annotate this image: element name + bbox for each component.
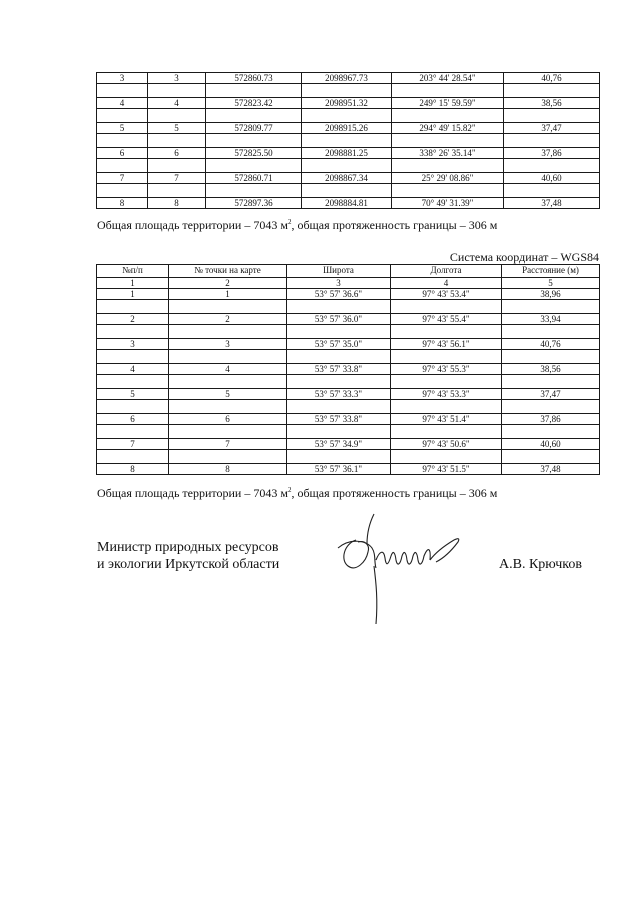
cell-distance: 33,94 — [502, 314, 600, 325]
table-spacer-row — [97, 400, 600, 414]
table-spacer-row — [97, 425, 600, 439]
empty-cell — [392, 134, 504, 148]
empty-cell — [287, 300, 391, 314]
cell-latitude: 53° 57' 36.6" — [287, 289, 391, 300]
empty-cell — [287, 425, 391, 439]
empty-cell — [504, 184, 600, 198]
cell-point: 1 — [169, 289, 287, 300]
cell-bearing: 70° 49' 31.39" — [392, 198, 504, 209]
cell-number: 2 — [97, 314, 169, 325]
cell-x: 572825.50 — [206, 148, 302, 159]
cell-distance: 37,47 — [504, 123, 600, 134]
empty-cell — [148, 84, 206, 98]
cell-longitude: 97° 43' 50.6" — [391, 439, 502, 450]
cell-point: 8 — [169, 464, 287, 475]
table-row — [97, 389, 600, 400]
cell-point: 8 — [148, 198, 206, 209]
empty-cell — [97, 375, 169, 389]
empty-cell — [206, 134, 302, 148]
table-spacer-row — [97, 109, 600, 123]
column-header: №п/п — [97, 265, 169, 278]
empty-cell — [391, 325, 502, 339]
table-row — [97, 289, 600, 300]
table-row — [97, 314, 600, 325]
empty-cell — [391, 350, 502, 364]
summary-suffix: , общая протяженность границы – 306 м — [291, 486, 498, 500]
empty-cell — [97, 325, 169, 339]
empty-cell — [97, 84, 148, 98]
cell-latitude: 53° 57' 33.8" — [287, 414, 391, 425]
column-number: 2 — [169, 278, 287, 289]
empty-cell — [206, 109, 302, 123]
empty-cell — [391, 375, 502, 389]
cell-number: 8 — [97, 464, 169, 475]
coordinates-table-msk — [96, 72, 600, 209]
cell-longitude: 97° 43' 51.5" — [391, 464, 502, 475]
cell-distance: 37,86 — [504, 148, 600, 159]
table-spacer-row — [97, 159, 600, 173]
cell-number: 4 — [97, 364, 169, 375]
cell-longitude: 97° 43' 56.1" — [391, 339, 502, 350]
cell-point: 4 — [169, 364, 287, 375]
cell-bearing: 294° 49' 15.82" — [392, 123, 504, 134]
empty-cell — [97, 134, 148, 148]
empty-cell — [169, 425, 287, 439]
cell-number: 5 — [97, 389, 169, 400]
empty-cell — [302, 134, 392, 148]
empty-cell — [148, 134, 206, 148]
table-row — [97, 73, 600, 84]
cell-point: 6 — [148, 148, 206, 159]
table-spacer-row — [97, 84, 600, 98]
empty-cell — [391, 400, 502, 414]
empty-cell — [148, 184, 206, 198]
cell-bearing: 203° 44' 28.54" — [392, 73, 504, 84]
cell-point: 3 — [169, 339, 287, 350]
cell-latitude: 53° 57' 35.0" — [287, 339, 391, 350]
cell-number: 6 — [97, 148, 148, 159]
empty-cell — [504, 159, 600, 173]
signatory-title-line-2: и экологии Иркутской области — [97, 557, 280, 572]
column-header: Расстояние (м) — [502, 265, 600, 278]
empty-cell — [502, 425, 600, 439]
empty-cell — [392, 159, 504, 173]
summary-line-2 — [97, 486, 497, 500]
cell-number: 6 — [97, 414, 169, 425]
summary-superscript: 2 — [287, 218, 292, 226]
table-spacer-row — [97, 350, 600, 364]
cell-y: 2098884.81 — [302, 198, 392, 209]
table-row — [97, 173, 600, 184]
empty-cell — [302, 184, 392, 198]
empty-cell — [169, 375, 287, 389]
empty-cell — [97, 159, 148, 173]
cell-number: 1 — [97, 289, 169, 300]
cell-latitude: 53° 57' 34.9" — [287, 439, 391, 450]
cell-distance: 37,86 — [502, 414, 600, 425]
cell-number: 3 — [97, 339, 169, 350]
cell-point: 3 — [148, 73, 206, 84]
empty-cell — [97, 109, 148, 123]
empty-cell — [302, 84, 392, 98]
cell-distance: 37,48 — [504, 198, 600, 209]
empty-cell — [169, 300, 287, 314]
cell-distance: 37,48 — [502, 464, 600, 475]
summary-prefix: Общая площадь территории – 7043 м — [97, 218, 288, 232]
empty-cell — [206, 84, 302, 98]
cell-point: 7 — [169, 439, 287, 450]
table-row — [97, 123, 600, 134]
cell-bearing: 249° 15' 59.59" — [392, 98, 504, 109]
empty-cell — [97, 425, 169, 439]
cell-y: 2098967.73 — [302, 73, 392, 84]
empty-cell — [169, 400, 287, 414]
coordinates-table-wgs84 — [96, 264, 600, 475]
cell-longitude: 97° 43' 55.4" — [391, 314, 502, 325]
empty-cell — [502, 375, 600, 389]
cell-distance: 40,60 — [502, 439, 600, 450]
empty-cell — [287, 325, 391, 339]
column-number: 1 — [97, 278, 169, 289]
empty-cell — [392, 184, 504, 198]
cell-bearing: 25° 29' 08.86" — [392, 173, 504, 184]
cell-point: 2 — [169, 314, 287, 325]
cell-point: 6 — [169, 414, 287, 425]
column-number: 5 — [502, 278, 600, 289]
empty-cell — [392, 109, 504, 123]
empty-cell — [391, 425, 502, 439]
empty-cell — [391, 450, 502, 464]
cell-y: 2098867.34 — [302, 173, 392, 184]
summary-superscript: 2 — [287, 486, 292, 494]
cell-number: 5 — [97, 123, 148, 134]
column-number: 3 — [287, 278, 391, 289]
column-header: Долгота — [391, 265, 502, 278]
cell-distance: 40,76 — [502, 339, 600, 350]
table-row — [97, 464, 600, 475]
table-spacer-row — [97, 375, 600, 389]
signatory-title — [97, 539, 279, 573]
table-spacer-row — [97, 134, 600, 148]
cell-x: 572809.77 — [206, 123, 302, 134]
cell-number: 7 — [97, 439, 169, 450]
column-header: № точки на карте — [169, 265, 287, 278]
summary-line-1 — [97, 218, 497, 232]
empty-cell — [97, 300, 169, 314]
empty-cell — [502, 400, 600, 414]
cell-latitude: 53° 57' 33.3" — [287, 389, 391, 400]
cell-latitude: 53° 57' 36.1" — [287, 464, 391, 475]
cell-point: 4 — [148, 98, 206, 109]
cell-y: 2098915.26 — [302, 123, 392, 134]
cell-distance: 38,56 — [504, 98, 600, 109]
empty-cell — [97, 450, 169, 464]
table-row — [97, 148, 600, 159]
summary-suffix: , общая протяженность границы – 306 м — [291, 218, 498, 232]
empty-cell — [504, 84, 600, 98]
cell-distance: 38,96 — [502, 289, 600, 300]
empty-cell — [206, 184, 302, 198]
empty-cell — [504, 109, 600, 123]
cell-y: 2098951.32 — [302, 98, 392, 109]
empty-cell — [502, 325, 600, 339]
empty-cell — [169, 350, 287, 364]
empty-cell — [302, 109, 392, 123]
cell-longitude: 97° 43' 55.3" — [391, 364, 502, 375]
empty-cell — [502, 450, 600, 464]
signatory-name: А.В. Крючков — [499, 557, 582, 572]
cell-point: 5 — [169, 389, 287, 400]
empty-cell — [287, 450, 391, 464]
cell-distance: 40,60 — [504, 173, 600, 184]
table-spacer-row — [97, 450, 600, 464]
cell-x: 572860.73 — [206, 73, 302, 84]
cell-y: 2098881.25 — [302, 148, 392, 159]
empty-cell — [206, 159, 302, 173]
empty-cell — [169, 325, 287, 339]
table-row — [97, 364, 600, 375]
cell-x: 572860.71 — [206, 173, 302, 184]
empty-cell — [97, 184, 148, 198]
empty-cell — [148, 109, 206, 123]
empty-cell — [287, 375, 391, 389]
cell-latitude: 53° 57' 33.8" — [287, 364, 391, 375]
coordinate-system-label: Система координат – WGS84 — [449, 250, 599, 264]
cell-number: 8 — [97, 198, 148, 209]
table-spacer-row — [97, 184, 600, 198]
table-row — [97, 339, 600, 350]
empty-cell — [287, 350, 391, 364]
summary-prefix: Общая площадь территории – 7043 м — [97, 486, 288, 500]
empty-cell — [148, 159, 206, 173]
column-header: Широта — [287, 265, 391, 278]
cell-bearing: 338° 26' 35.14" — [392, 148, 504, 159]
cell-number: 3 — [97, 73, 148, 84]
cell-point: 7 — [148, 173, 206, 184]
table-spacer-row — [97, 325, 600, 339]
cell-number: 7 — [97, 173, 148, 184]
handwritten-signature — [330, 508, 475, 628]
cell-distance: 40,76 — [504, 73, 600, 84]
empty-cell — [502, 350, 600, 364]
empty-cell — [391, 300, 502, 314]
cell-longitude: 97° 43' 51.4" — [391, 414, 502, 425]
cell-point: 5 — [148, 123, 206, 134]
cell-x: 572823.42 — [206, 98, 302, 109]
table-row — [97, 414, 600, 425]
empty-cell — [502, 300, 600, 314]
cell-distance: 38,56 — [502, 364, 600, 375]
table-row — [97, 439, 600, 450]
cell-longitude: 97° 43' 53.4" — [391, 289, 502, 300]
empty-cell — [97, 400, 169, 414]
cell-longitude: 97° 43' 53.3" — [391, 389, 502, 400]
empty-cell — [287, 400, 391, 414]
column-number: 4 — [391, 278, 502, 289]
signatory-title-line-1: Министр природных ресурсов — [97, 540, 279, 555]
empty-cell — [169, 450, 287, 464]
empty-cell — [302, 159, 392, 173]
cell-x: 572897.36 — [206, 198, 302, 209]
cell-distance: 37,47 — [502, 389, 600, 400]
empty-cell — [392, 84, 504, 98]
table-row — [97, 98, 600, 109]
empty-cell — [97, 350, 169, 364]
table-row — [97, 198, 600, 209]
cell-latitude: 53° 57' 36.0" — [287, 314, 391, 325]
cell-number: 4 — [97, 98, 148, 109]
empty-cell — [504, 134, 600, 148]
table-spacer-row — [97, 300, 600, 314]
